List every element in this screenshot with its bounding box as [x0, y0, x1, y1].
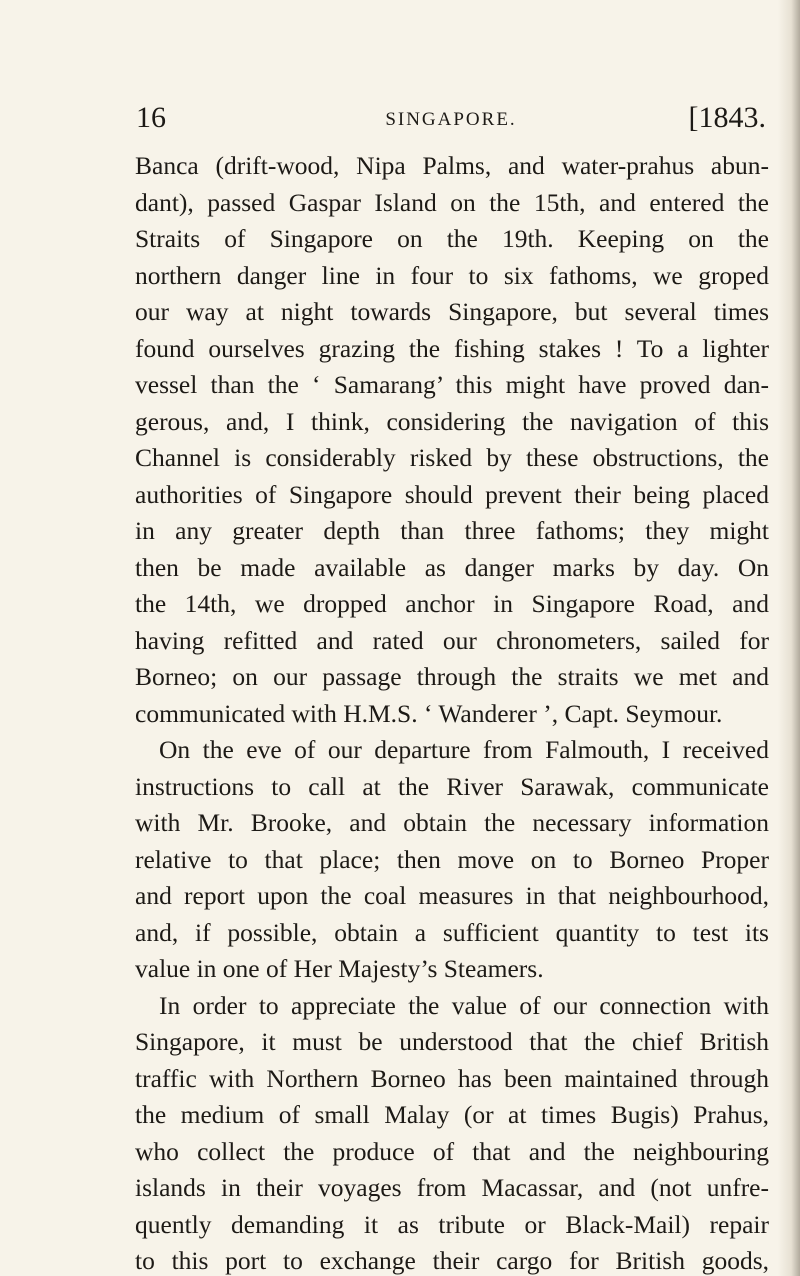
text-line: then be made available as danger marks by day. On [135, 552, 769, 582]
text-line: islands in their voyages from Macassar, and (not unfre- [135, 1173, 769, 1202]
paragraph-start-line: In order to appreciate the value of our connection with [159, 990, 769, 1020]
text-line: the 14th, we dropped anchor in Singapore Road, and [135, 589, 769, 618]
text-line: quently demanding it as tribute or Black-Mail) repair [135, 1209, 769, 1239]
text-line: having refitted and rated our chronometers, sailed for [135, 625, 769, 655]
text-line: found ourselves grazing the fishing stakes ! To a lighter [135, 333, 769, 363]
text-line: dant), passed Gaspar Island on the 15th, and entered the [135, 187, 769, 217]
text-line: relative to that place; then move on to Borneo Proper [135, 844, 769, 874]
text-line: our way at night towards Singapore, but several times [135, 297, 769, 326]
text-line: traffic with Northern Borneo has been maintained through [135, 1063, 769, 1093]
page-edge-shadow [778, 0, 800, 1276]
page-number: 16 [136, 101, 166, 134]
text-line: to this port to exchange their cargo for British goods, [135, 1246, 769, 1275]
text-line: gerous, and, I think, considering the navigation of this [135, 406, 769, 436]
text-line: instructions to call at the River Sarawak, communicate [135, 771, 769, 801]
text-line: Borneo; on our passage through the straits we met and [135, 662, 769, 691]
text-line: communicated with H.M.S. ‘ Wanderer ’, Capt. Seymour. [135, 698, 723, 728]
paragraph-start-line: On the eve of our departure from Falmouth, I received [159, 735, 769, 764]
text-line: Straits of Singapore on the 19th. Keeping on the [135, 224, 769, 253]
text-line: who collect the produce of that and the neighbouring [135, 1136, 769, 1166]
text-line: value in one of Her Majesty’s Steamers. [135, 954, 544, 983]
text-line: authorities of Singapore should prevent their being placed [135, 479, 769, 509]
body-text [135, 148, 769, 1276]
text-line: Banca (drift-wood, Nipa Palms, and water-prahus abun- [135, 151, 769, 180]
text-line: in any greater depth than three fathoms; they might [135, 516, 769, 545]
year-marker: [1843. [688, 101, 766, 134]
text-line: with Mr. Brooke, and obtain the necessary information [135, 808, 769, 837]
text-line: and report upon the coal measures in that neighbourhood, [135, 881, 769, 910]
text-line: northern danger line in four to six fathoms, we groped [135, 260, 769, 290]
text-line: and, if possible, obtain a sufficient quantity to test its [135, 917, 769, 947]
running-header [136, 100, 766, 140]
running-title: SINGAPORE. [385, 109, 517, 130]
text-line: Channel is considerably risked by these obstructions, the [135, 443, 769, 472]
text-line: vessel than the ‘ Samarang’ this might have proved dan- [135, 370, 769, 399]
text-line: Singapore, it must be understood that the chief British [135, 1027, 769, 1056]
text-line: the medium of small Malay (or at times Bugis) Prahus, [135, 1100, 769, 1129]
